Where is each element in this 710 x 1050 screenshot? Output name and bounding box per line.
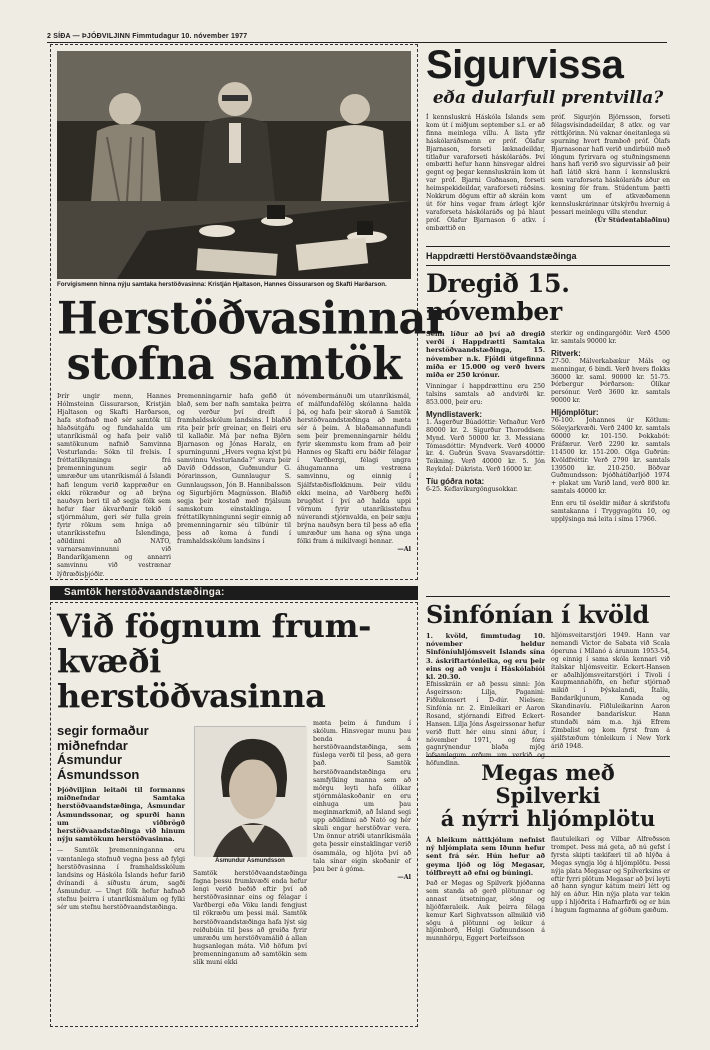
dregid-right-intro: sterkir og endingargóðir. Verð 4500 kr. samtals 90000 kr.: [551, 330, 670, 345]
megas-col-1: [426, 836, 545, 986]
section-band: Samtök herstöðvaandstæðinga:: [50, 586, 418, 600]
second-intro: Þjóðviljinn leitaði til formanns miðnefndar Samtaka herstöðvaandstæðinga, Ásmundar Ásmundssonar, og spurði hann um viðbrögð herstöðvaandstæðinga við hinum nýju samtökum herstöðvasinna.: [57, 786, 185, 844]
dregid-headline: Dregið 15. nóvember: [426, 269, 570, 326]
sinfonian-col-1: [426, 632, 545, 768]
god-items: 6-25. Keflavíkurgöngusokkar.: [426, 486, 518, 494]
second-headline: [57, 609, 411, 714]
lead-headline-line2: stofna samtök: [66, 337, 402, 390]
lead-headline: [57, 292, 449, 390]
portrait-illustration: [195, 727, 307, 857]
god-heading: Tíu góðra nota:: [426, 477, 485, 487]
dregid-lead: Senn líður að því að dregið verði í Happdrætti Samtaka herstöðvaandstæðinga, 15. nóvember n.k. Fjöldi útgefinna miða er 15.000 og verð hvers miða er 250 krónur.: [426, 330, 545, 380]
second-right-body: mæta þeim á fundum í skólum. Hinsvegar munu þau benda á herstöðvaandstæðinga, sem fúslega verði til þess, að gera það. Samtök herstöðvaandstæðinga eru samfylking manna sem að mörgu leyti hafa ólíkar stjórnmálaskoðanir en eru einhuga um þau meginmarkmið, að Ísland segi upp aðildinni að Nató og hér skuli engar herstöðvar vera. Um önnur atriði utanríkismála geta þessir einstaklingar verið ósammála, og hljóta því að tala sínar eigin skoðanir ef þau ber á góma.: [313, 720, 411, 873]
lead-signature: —Al: [397, 546, 411, 554]
lead-photo-illustration: [57, 51, 411, 279]
sinfonian-intro: 1. kvöld, fimmtudag 10. nóvember heldur Sinfóníuhljómsveit Íslands sína 3. áskriftartónleika, og eru þeir eins og að venju í Háskólabíói kl. 20.30.: [426, 632, 545, 682]
divider-2: [426, 596, 670, 597]
sinfonian-body: [426, 632, 670, 768]
second-headline-line2: kvæði herstöðvasinna: [57, 642, 326, 715]
right-column: [426, 44, 670, 986]
megas-headline: [426, 761, 670, 830]
lead-body: [57, 392, 411, 578]
second-sub-2: miðnefndar: [57, 737, 128, 753]
sigurvissa-headline: Sigurvissa: [426, 43, 624, 87]
lead-photo-caption: Forvígismenn hinna nýju samtaka herstöðvasinna: Kristján Hjaltason, Hannes Gissurarson og Skafti Harðarson.: [57, 281, 387, 288]
sinfonian-col-1-body: Efnisskráin er að þessu sinni: Jón Ásgeirsson: Lilja, Paganini: Fiðlukonsert í D-dúr. Nielsen: Sinfónía nr. 2. Einleikari er Aaron Rosand, stjórnandi Eifred Eckert-Hansen. Lilja Jóns Ásgeirssonar hefur verið flutt hér einu sinni áður, í nóvember 1971, og fóru gagnrýnendur blaða mjög lofsamlegum orðum um verkið og höfundinn.: [426, 681, 545, 768]
lead-story-box: [50, 44, 449, 580]
megas-col-1-body: Það er Megas og Spilverk þjóðanna sem standa að gerð plötunnar og annast útsetningar, söng og hljóðfæraleik. Auk þeirra félaga kemur Karl Sighvatsson allmikið við sögu á plötunni og leikur á hljómborð, Helgi Guðmundsson á munnhörpu, Eggert Þorleifsson: [426, 880, 545, 943]
lead-photo: [57, 51, 411, 279]
dregid-kicker: Happdrætti Herstöðvaandstæðinga: [426, 251, 577, 261]
dregid-col-1: [426, 330, 545, 592]
second-left-body: — Samtök þremenninganna eru væntanlega stofnuð vegna þess að fylgi herstöðvasinna í framhaldsskólum landsins og Háskóla Íslands hefur farið dvínandi á síðustu árum, sagði Ásmundur. — Ungt fólk hefur hafnað stefnu þeirra í utanríkismálum og fylki sér um stefnu herstöðvaandstæðinga.: [57, 847, 185, 912]
sigurvissa-subhead: eða dularfull prentvilla?: [432, 88, 664, 108]
lead-col-1: Þrír ungir menn, Hannes Hólmsteinn Gissurarson, Kristján Hjaltason og Skafti Harðarson, hafa stofnað með sér samtök til hlaðsútgáfu og fundahalda um utanríkismál og hafa þeir valið samtökunum nafnið Samvinna Vesturlanda: Sókn til frelsis. Í fréttatilkynningu frá þremenningunum segir að umræður um utanríkismál á Íslandi hafi lengum verið kappræður en ekki rökræður og að brýna nauðsyn beri til að segja fólk sem hefur fáar ákvarðanir tekið í stjórnmálum, geri sér fulla grein fyrir rökum sem hníga að utanríkisstefnu Íslendinga, aðildinni að NATO, varnarsamvinnunni við Bandaríkjamenn og annarri samvinnu við vestrænar lýðræðisþjóðir.: [57, 392, 171, 578]
running-head: 2 SÍÐA — ÞJÓÐVILJINN Fimmtudagur 10. nóvember 1977: [47, 33, 667, 43]
dregid-intro: Vinningar í happdrættinu eru 250 talsins samtals að andvirði kr. 853.000, þeir eru:: [426, 383, 545, 407]
second-body: [57, 720, 411, 1050]
sigurvissa-body: [426, 114, 670, 242]
second-sub-3: Ásmundur: [57, 752, 122, 767]
sinfonian-headline: Sinfónían í kvöld: [426, 600, 650, 629]
second-left-col: [57, 720, 185, 1050]
hljom-heading: Hljómplötur:: [551, 408, 599, 418]
divider-1: [426, 246, 670, 247]
second-sub-1: segir formaður: [57, 723, 149, 738]
hljom-items: 76-100. Johannes úr Kötlum: Sóleyjarkvæði. Verð 2400 kr. samtals 60000 kr. 101-150. Þokkabót: Fráfærur. Verð 2290 kr. samtals 114500 kr. 151-200. Olga Guðrún: Kvöldfréttir. Verð 2790 kr. samtals 139500 kr. 210-250. Böðvar Guðmundsson: Þjóðhátíðarljóð 1974 + plakat um Varið land, verð 800 kr. samtals 40000 kr.: [551, 417, 670, 496]
second-sub-4: Ásmundsson: [57, 766, 140, 782]
dregid-col-2: [551, 330, 670, 592]
dregid-closing: Enn eru til óseldir miðar á skrifstofu samtakanna í Tryggvagötu 10, og upplýsinga má leita í síma 17966.: [551, 500, 670, 523]
second-mid-body: Samtök herstöðvaandstæðinga fagna þessu frumkvæði enda hefur lengi verið beðið eftir því að herstöðvasinnar eins og félagar í Varðbergi eða Vöku landi fengjust til rökræðu um þessi mál. Samtök herstöðvaandstæðinga hafa lýst sig reiðubúin til þess að greiða fyrir umræðu um herstöðvamálið á allan hugsanlegan máta. Við höfum því þremenninganum að samtökin sem slík muni ekki: [193, 870, 307, 967]
second-subhead: [57, 724, 185, 782]
dregid-body: [426, 330, 670, 592]
myndlist-heading: Myndlistaverk:: [426, 409, 483, 419]
second-headline-line1: Við fögnum frum-: [57, 607, 372, 645]
second-story-box: [50, 602, 418, 1027]
megas-col-2: flautuleikari og Vilbar Alfreðsson trompet. Þess má geta, að nú gefst í fyrsta skipti tækifæri til að hlýða á Megas syngja lög á hljómplötu. Þessi nýja plata Megasar og Spilverksins er eftir fyrri plötum Megasar að því leyti að hann syngur kátum meiri létt og hlý en áður. Hin nýja plata var tekin upp í hljóðrita í Hafnarfirði og er hún í hugum fagmanna af góðum gæðum.: [551, 836, 670, 915]
portrait-photo: [194, 726, 306, 856]
second-signature: —Al: [397, 873, 411, 881]
megas-intro: Á bleikum náttkjólum nefnist ný hljómplata sem Iðunn hefur sent frá sér. Hún hefur að geyma ljóð og lög Megasar, tólfbreytt að efni og búningi.: [426, 836, 545, 877]
megas-headline-line1: Megas með Spilverki: [481, 760, 615, 808]
sigurvissa-col-1: Í kennsluskrá Háskóla Íslands sem kom út í miðjum september s.l. er að finna meinlega villu. Á lista yfir háskólaráðsmenn er próf. Ólafur Bjarnason, forseti læknadeildar, titlaður varaforseti háskólaráðs. Því embætti hefur hann hinsvegar aldrei gegnt og þegar kennsluskráin kom út var próf. Bjarni Guðnason, forseti heimspekideildar, varaforseti ráðsins. Nokkrum dögum eftir að skráin kom út fór hins vegar fram árlegt kjör varaforseta háskólaráðs og þá hlaut próf. Ólafur Bjarnason 6 atkv. í embættið en: [426, 114, 545, 232]
sinfonian-col-2: hljómsveitarstjóri 1949. Hann var nemandi Victor de Sabata við Scala óperuna í Mílanó á árunum 1953-54, og einnig í sama skóla kennari við ítalskar hljómsveitir. Eckert-Hansen er aðalhljómsveitarstjóri í Tivoli í Kaupmannahöfn, en hefur stjórnað mikið í Þýskalandi, Ítalíu, Bandaríkjunum, Kanada og Skandinavíu. Fiðluleikarinn Aaron Rosander bandarískur. Hann stundaði nám m.a. hjá Efrem Zimbalist og kom fyrst fram á sjálfstæðum tónleikum í New York árið 1948.: [551, 632, 670, 750]
lead-headline-line1: Herstöðvasinnar: [57, 292, 449, 345]
myndlist-items: 1. Ásgerður Búadóttir: Vefnaður. Verð 80000 kr. 2. Sigurður Thoroddsen: Mynd. Verð 50000 kr. 3. Messiana Tómasdóttir: Myndverk. Verð 40000 kr. 4. Guðrún Svava Svavarsdóttir: Teikning. Verð 40000 kr. 5. Jón Reykdal: Dúkrista. Verð 16000 kr.: [426, 418, 545, 474]
lead-col-3: [297, 393, 411, 559]
ritverk-heading: Ritverk:: [551, 348, 581, 358]
portrait-caption: Ásmundur Ásmundsson: [215, 858, 285, 864]
sigurvissa-col-2-text: próf. Sigurjón Björnsson, forseti félagsvísindadeildar, 8 atkv. og var réttkjörinn. Nú vaknar óneitanlega sú spurning hvort framboð próf. Ólafs Bjarnasonar hafi verið undirbúið með löngum fyrirvara og stuðningsmenn hans hafi verið svo sigurvissir að þeir hafi látið skrá hann í kennsluskrá sem varaforseta háskólaráðs áður en kosning fór fram. Stúdentum þætti vænt um ef atkvæðamenn kennsluskrárinnar útskýrðu hvernig á þessari meinlegu villu stendur.: [551, 114, 670, 216]
sigurvissa-credit: (Úr Stúdentablaðinu): [594, 216, 670, 224]
megas-body: [426, 836, 670, 986]
divider-kicker: [426, 265, 670, 266]
lead-col-2: Þremenningarnir hafa gefið út blað, sem ber nafn samtaka þeirra og verður því dreift í framhaldsskólum landsins. Í blaðið rita þeir þrír greinar, en fleiri eru til kallaðir. Má þar nefna Björn Bjarnason og Jónas Haralz, en spurningunni „Hvers vegna kýst þú samvinnu Vesturlanda?“ svara þeir Davíð Oddsson, Guðmundur G. Þórarinsson, Gunnlaugur S. Gunnlaugsson, Jón B. Hannibalsson og Sigurbjörn Magnússon. Blaðið segja þeir kostað með frjálsum samskotum einstaklinga. Í fréttatilkynningunni segir einnig að þremenningarnir séu tilbúnir til þess að koma á fundi í framhaldsskólum landsins í: [177, 392, 291, 546]
second-mid-col: [193, 720, 307, 1050]
ritverk-items: 27-50. Málverkabækur Máls og menningar, 6 bindi. Verð hvers flokks 36000 kr. saml. 90000 kr. 51-75. Þórbergur Þórðarson: Ólíkar persónur. Verð 3600 kr. samtals 90000 kr.: [551, 357, 670, 405]
sigurvissa-col-2: [551, 114, 670, 242]
second-right-col: [313, 720, 411, 1040]
lead-col-3-text: nóvembermánuði um utanríkismál, ef málfundafélög skólanna halda þá, og hafa þeir skorað á Samtök herstöðvaandstæðinga að mæta sér á þeim. Á blaðamannafundi sem þeir þremenningarnir héldu fyrir skemmstu kom fram að þeir Hannes og Skafti eru báðir félagar í Varðbergi, félagi ungra áhugamanna um vestræna samvinnu, og einnig í Sjálfstæðisflokknum. Þeir vildu ekki meina, að Varðberg hefði brugðist í því að halda uppi vörnum fyrir utanríkisstefnu núverandi stjórnvalda, en þeir sæju brýna nauðsyn bera til þess að efla umræður um hana og sýna unga fólki fram á mikilvægi hennar.: [297, 392, 411, 546]
second-right-area: [193, 720, 411, 1050]
megas-headline-line2: á nýrri hljómplötu: [440, 806, 656, 831]
